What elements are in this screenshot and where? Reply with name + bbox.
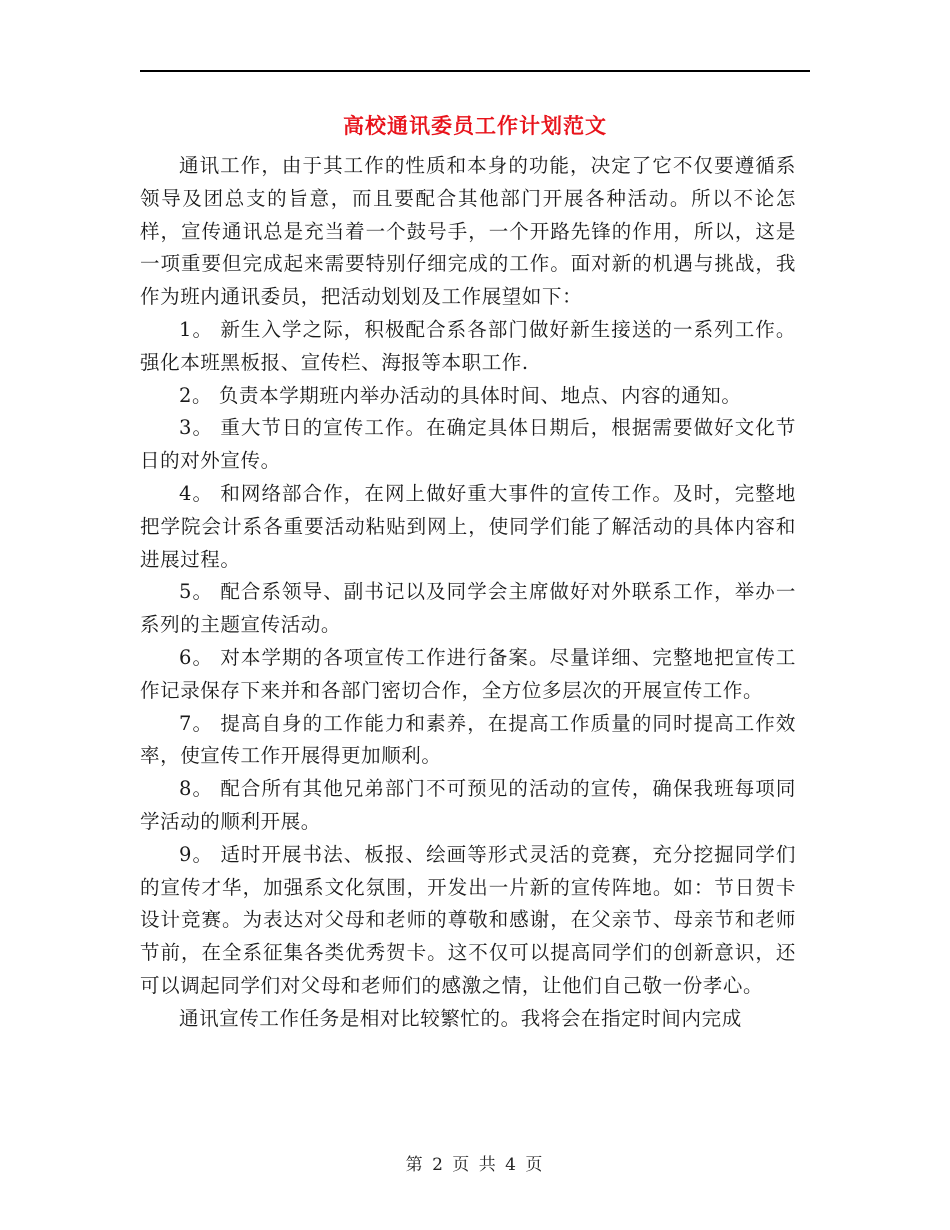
list-item-1: 1。 新生入学之际，积极配合系各部门做好新生接送的一系列工作。强化本班黑板报、宣传栏、海报等本职工作. xyxy=(140,317,796,374)
list-item-5: 5。 配合系领导、副书记以及同学会主席做好对外联系工作，举办一系列的主题宣传活动。 xyxy=(140,580,796,637)
list-item-8: 8。 配合所有其他兄弟部门不可预见的活动的宣传，确保我班每项同学活动的顺利开展。 xyxy=(140,777,796,833)
page-number: 第 2 页 共 4 页 xyxy=(405,1155,545,1175)
document-title: 高校通讯委员工作计划范文 xyxy=(343,113,607,138)
list-item-2: 2。 负责本学期班内举办活动的具体时间、地点、内容的通知。 xyxy=(179,383,742,407)
list-item-4: 4。 和网络部合作，在网上做好重大事件的宣传工作。及时，完整地把学院会计系各重要活动粘贴到网上，使同学们能了解活动的具体内容和进展过程。 xyxy=(140,481,796,571)
document-body xyxy=(140,150,796,1036)
list-item-9: 9。 适时开展书法、板报、绘画等形式灵活的竞赛，充分挖掘同学们的宣传才华，加强系文化氛围，开发出一片新的宣传阵地。如：节日贺卡设计竞赛。为表达对父母和老师的尊敬和感谢，在父亲节、母亲节和老师节前，在全系征集各类优秀贺卡。这不仅可以提高同学们的创新意识，还可以调起同学们对父母和老师们的感激之情，让他们自己敬一份孝心。 xyxy=(140,842,796,997)
intro-paragraph: 通讯工作，由于其工作的性质和本身的功能，决定了它不仅要遵循系领导及团总支的旨意，而且要配合其他部门开展各种活动。所以不论怎样，宣传通讯总是充当着一个鼓号手，一个开路先锋的作用，所以，这是一项重要但完成起来需要特别仔细完成的工作。面对新的机遇与挑战，我作为班内通讯委员，把活动划划及工作展望如下： xyxy=(140,154,796,309)
header-rule xyxy=(140,70,810,72)
list-item-3: 3。 重大节日的宣传工作。在确定具体日期后，根据需要做好文化节日的对外宣传。 xyxy=(140,416,796,473)
list-item-6: 6。 对本学期的各项宣传工作进行备案。尽量详细、完整地把宣传工作记录保存下来并和各部门密切合作，全方位多层次的开展宣传工作。 xyxy=(140,645,796,702)
closing-paragraph: 通讯宣传工作任务是相对比较繁忙的。我将会在指定时间内完成 xyxy=(179,1006,742,1030)
list-item-7: 7。 提高自身的工作能力和素养，在提高工作质量的同时提高工作效率，使宣传工作开展得更加顺利。 xyxy=(140,711,796,768)
